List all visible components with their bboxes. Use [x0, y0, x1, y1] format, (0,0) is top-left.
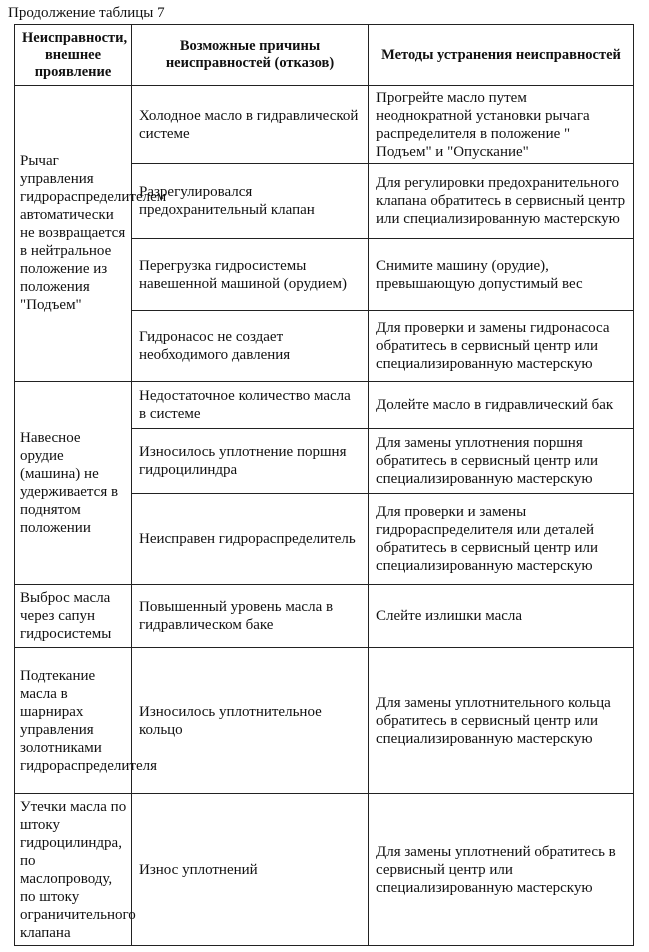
cause-cell: Разрегулировался предохранительный клапан — [132, 164, 369, 239]
table-row — [15, 86, 634, 164]
cause-cell: Износ уплотнений — [132, 794, 369, 946]
cause-cell: Неисправен гидрораспределитель — [132, 493, 369, 584]
fault-cell: Утечки масла по штоку гидроцилиндра, по маслопроводу, по штоку ограничительного клапана — [15, 794, 132, 946]
table-row — [15, 381, 634, 428]
fault-cell: Выброс масла через сапун гидросистемы — [15, 585, 132, 648]
remedy-cell: Долейте масло в гидравлический бак — [369, 381, 634, 428]
remedy-cell: Слейте излишки масла — [369, 585, 634, 648]
cause-cell: Недостаточное количество масла в системе — [132, 381, 369, 428]
remedy-cell: Снимите машину (орудие), превышающую допустимый вес — [369, 239, 634, 310]
remedy-cell: Для замены уплотнений обратитесь в сервисный центр или специализированную мастерскую — [369, 794, 634, 946]
table-caption: Продолжение таблицы 7 — [8, 5, 165, 21]
cause-cell: Перегрузка гидросистемы навешенной машиной (орудием) — [132, 239, 369, 310]
table-header-row — [15, 25, 634, 86]
troubleshooting-table — [14, 24, 634, 946]
remedy-cell: Прогрейте масло путем неоднократной установки рычага распределителя в положение " Подъем" и "Опускание" — [369, 86, 634, 164]
fault-cell: Подтекание масла в шарнирах управления золотниками гидрораспределителя — [15, 648, 132, 794]
remedy-cell: Для замены уплотнительного кольца обратитесь в сервисный центр или специализированную мастерскую — [369, 648, 634, 794]
fault-cell: Навесное орудие (машина) не удерживается в поднятом положении — [15, 381, 132, 584]
header-remedy: Методы устранения неисправностей — [369, 25, 634, 86]
cause-cell: Повышенный уровень масла в гидравлическом баке — [132, 585, 369, 648]
header-fault: Неисправности, внешнее проявление — [15, 25, 132, 86]
cause-cell: Износилось уплотнение поршня гидроцилиндра — [132, 428, 369, 493]
cause-cell: Гидронасос не создает необходимого давления — [132, 310, 369, 381]
cause-cell: Износилось уплотнительное кольцо — [132, 648, 369, 794]
header-cause: Возможные причины неисправностей (отказов) — [132, 25, 369, 86]
table-row — [15, 648, 634, 794]
fault-cell: Рычаг управления гидрораспределителем автоматически не возвращается в нейтральное положение из положения "Подъем" — [15, 86, 132, 382]
remedy-cell: Для проверки и замены гидрораспределителя или деталей обратитесь в сервисный центр или специализированную мастерскую — [369, 493, 634, 584]
remedy-cell: Для проверки и замены гидронасоса обратитесь в сервисный центр или специализированную мастерскую — [369, 310, 634, 381]
table-row — [15, 794, 634, 946]
cause-cell: Холодное масло в гидравлической системе — [132, 86, 369, 164]
remedy-cell: Для замены уплотнения поршня обратитесь в сервисный центр или специализированную мастерскую — [369, 428, 634, 493]
table-row — [15, 585, 634, 648]
remedy-cell: Для регулировки предохранительного клапана обратитесь в сервисный центр или специализированную мастерскую — [369, 164, 634, 239]
